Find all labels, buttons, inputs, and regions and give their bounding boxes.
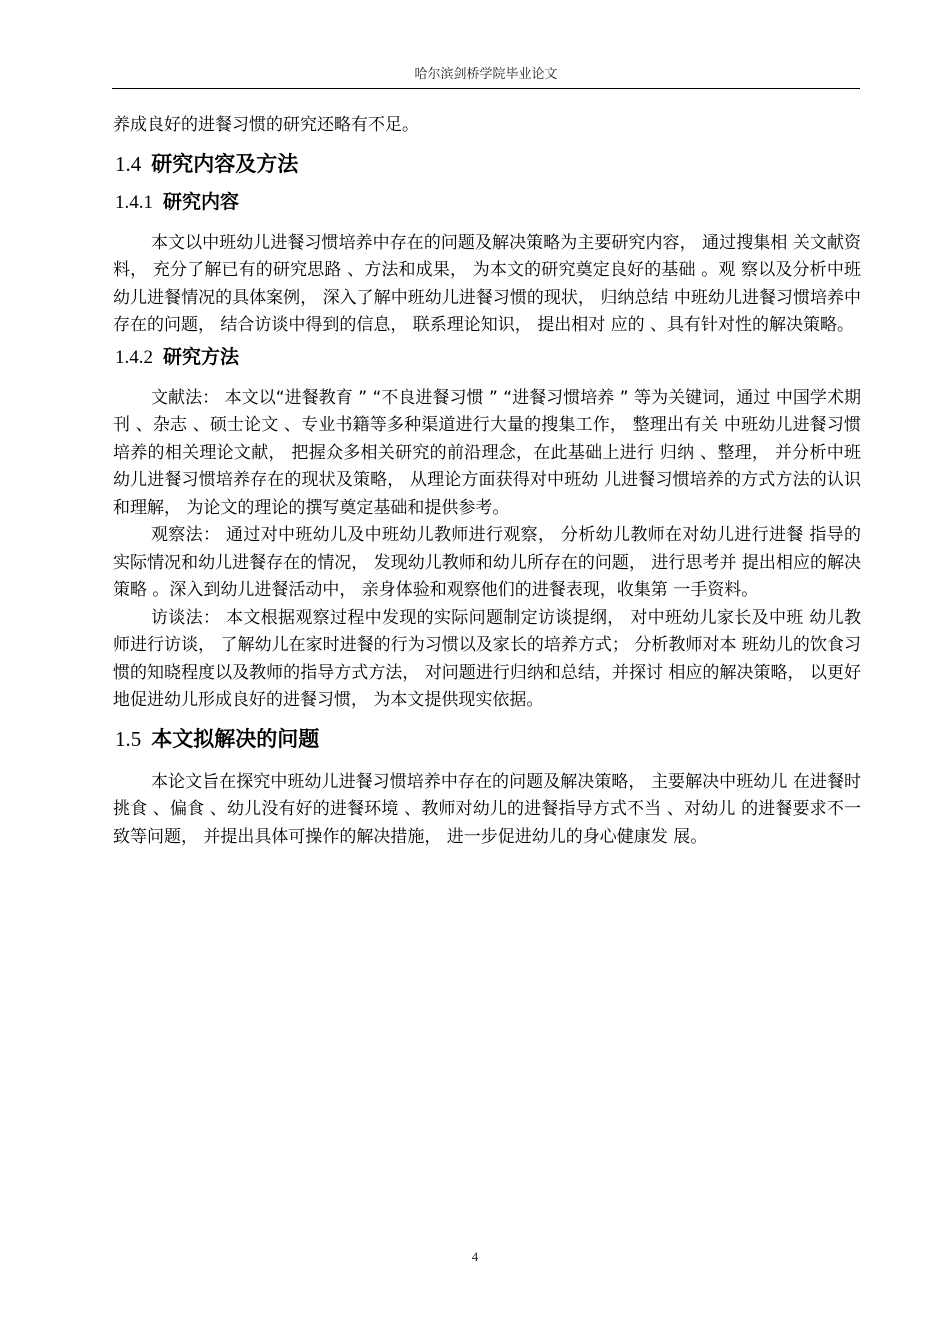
- header-rule: [112, 88, 860, 89]
- running-header: 哈尔滨剑桥学院毕业论文: [414, 67, 558, 82]
- subsection-heading-1-4-2: [115, 342, 861, 372]
- page-number: 4: [471, 1249, 479, 1264]
- subsection-number: 1.4.2: [115, 346, 153, 368]
- paragraph-problems: 本论文旨在探究中班幼儿进餐习惯培养中存在的问题及解决策略， 主要解决中班幼儿 在进餐时挑食 、偏食 、幼儿没有好的进餐环境 、教师对幼儿的进餐指导方式不当 、对幼儿 的进餐要求不一致等问题， 并提出具体可操作的解决措施， 进一步促进幼儿的身心健康发 展。: [113, 771, 861, 847]
- paragraph-continuation: 养成良好的进餐习惯的研究还略有不足。: [113, 115, 419, 135]
- section-title: 本文拟解决的问题: [151, 726, 320, 751]
- subsection-number: 1.4.1: [115, 191, 153, 213]
- section-title: 研究内容及方法: [151, 151, 299, 176]
- paragraph-research-content: 本文以中班幼儿进餐习惯培养中存在的问题及解决策略为主要研究内容， 通过搜集相 关文献资料， 充分了解已有的研究思路 、方法和成果， 为本文的研究奠定良好的基础 。观 察以及分析中班幼儿进餐情况的具体案例， 深入了解中班幼儿进餐习惯的现状， 归纳总结 中班幼儿进餐习惯培养中存在的问题， 结合访谈中得到的信息， 联系理论知识， 提出相对 应的 、具有针对性的解决策略。: [113, 232, 861, 335]
- paragraph-observation-method: 观察法： 通过对中班幼儿及中班幼儿教师进行观察， 分析幼儿教师在对幼儿进行进餐 指导的实际情况和幼儿进餐存在的情况， 发现幼儿教师和幼儿所存在的问题， 进行思考并 提出相应的解决策略 。深入到幼儿进餐活动中， 亲身体验和观察他们的进餐表现，收集第 一手资料。: [113, 525, 861, 600]
- subsection-title: 研究方法: [163, 345, 240, 368]
- paragraph-literature-method: 文献法： 本文以“进餐教育 ” “不良进餐习惯 ” “进餐习惯培养 ” 等为关键词，通过 中国学术期刊 、杂志 、硕士论文 、专业书籍等多种渠道进行大量的搜集工作， 整理出有关 中班幼儿进餐习惯培养的相关理论文献， 把握众多相关研究的前沿理念，在此基础上进行 归纳 、整理， 并分析中班幼儿进餐习惯培养存在的现状及策略， 从理论方面获得对中班幼 儿进餐习惯培养的方式方法的认识和理解， 为论文的理论的撰写奠定基础和提供参考。: [113, 387, 861, 518]
- subsection-title: 研究内容: [163, 190, 240, 213]
- section-number: 1.5: [115, 726, 142, 751]
- page-content: [113, 112, 861, 851]
- section-number: 1.4: [115, 151, 142, 176]
- subsection-heading-1-4-1: [115, 187, 861, 217]
- section-heading-1-5: [115, 722, 861, 756]
- paragraph-interview-method: 访谈法： 本文根据观察过程中发现的实际问题制定访谈提纲， 对中班幼儿家长及中班 幼儿教师进行访谈， 了解幼儿在家时进餐的行为习惯以及家长的培养方式； 分析教师对本 班幼儿的饮食习惯的知晓程度以及教师的指导方式方法， 对问题进行归纳和总结，并探讨 相应的解决策略， 以更好地促进幼儿形成良好的进餐习惯， 为本文提供现实依据。: [113, 607, 861, 710]
- section-heading-1-4: [115, 147, 861, 181]
